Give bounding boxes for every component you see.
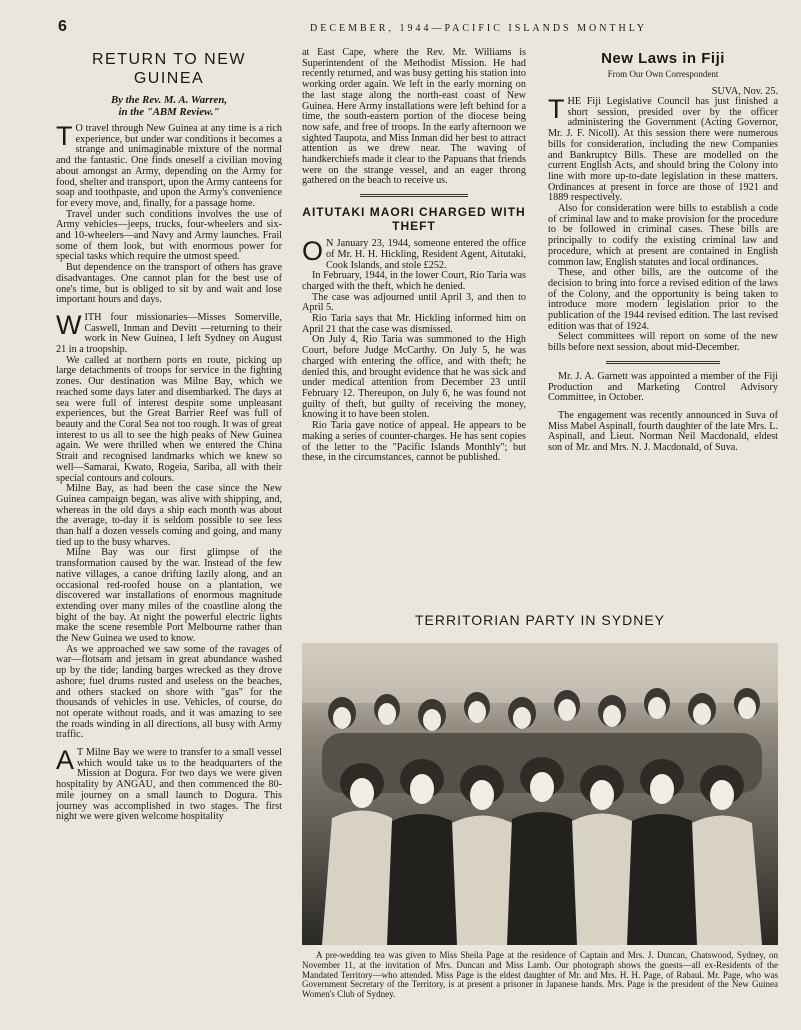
paragraph: Select committees will report on some of the new bills before next session, about mid-December. xyxy=(548,331,778,354)
paragraph: Mr. J. A. Garnett was appointed a member of the Fiji Production and Marketing Control Advisory Committee, in October. xyxy=(548,370,778,404)
paragraph: The engagement was recently announced in Suva of Miss Mabel Aspinall, fourth daughter of the late Mrs. L. Aspinall, and Lieut. Norman Neil Macdonald, eldest son of Mr. and Mrs. N. J. Macdonald, of Suva. xyxy=(548,409,778,454)
divider xyxy=(606,361,720,364)
article-title-aitutaki: AITUTAKI MAORI CHARGED WITH THEFT xyxy=(302,205,526,234)
paragraph: WITH four missionaries—Misses Somerville, Caswell, Inman and Devitt —returning to their work in New Guinea, I left Sydney on August 21 in a troopship. xyxy=(56,309,282,356)
correspondent-line: From Our Own Correspondent xyxy=(607,69,719,79)
paragraph: A T Milne Bay we were to transfer to a small vessel which would take us to the headquarters of the Mission at Dogura. For two days we were given hospitality by ANGAU, and then commenced the 80-mile journey on a small launch to Dogura. This journey was accomplished in two stages. The first night we were given welcome hospitality xyxy=(56,745,282,823)
paragraph: at East Cape, where the Rev. Mr. Williams is Superintendent of the Methodist Mission. He had recently returned, and was busy getting his station into working order again. We left in the early morning on the last stage along the north-east coast of New Guinea. Here Army installations were left behind for a time, the south-eastern portion of the diocese being now safe, and free of troops. In the early afternoon we sighted Taupota, and Miss Inman did her best to attract attention as we drew near. The waving of handkerchiefs made it clear to the Papuans that friends were on the strange vessel, and an eager throng gathered on the beach to receive us. xyxy=(302,48,526,187)
paragraph: T O travel through New Guinea at any time is a rich experience, but under war conditions it becomes a strange and unimaginable mixture of the normal and the fantastic. One finds oneself a civilian moving about amongst an Army, depending on the Army for food, shelter and transport, upon the Army canteens for soap and toothpaste, and upon the Army's convenience for every move, and, finally, for a passage home. xyxy=(56,121,282,209)
column-left xyxy=(56,48,282,1018)
running-head xyxy=(0,16,801,38)
paragraph: We called at northern ports en route, picking up large detachments of troops for service in the fighting zones. Our destination was Milne Bay, which we reached some days later and disembarked. The days at sea were full of interest despite some unpleasant experiences, but the Great Barrier Reef was full of beauty and the Coral Sea not too rough. It was of great interest to us all to see the high peaks of New Guinea again. We were thrilled when we entered the China Strait and recognised landmarks which we knew so well—Samarai, Kwato, Rogeia, Sariba, all with their special contours and colours. xyxy=(56,354,282,484)
group-photograph xyxy=(302,643,778,945)
paragraph: THE Fiji Legislative Council has just finished a short session, presided over by the officer administering the Government (Acting Governor, Mr. J. F. Nicoll). At this session there were numerous bills for consideration, including the new Companies and Bankruptcy Bills. These are modelled on the current English Acts, and should bring the Colony into line with more up-to-date legislation in these matters. Ordinances at present in force are those of 1921 and 1889 respectively. xyxy=(548,94,778,204)
drop-cap: O xyxy=(302,236,324,267)
paragraph: In February, 1944, in the lower Court, Rio Taria was charged with the theft, which he denied. xyxy=(302,270,526,292)
paragraph: But dependence on the transport of others has grave disadvantages. One cannot plan for the best use of one's time, but is obliged to sit by and wait and lose important hours and days. xyxy=(56,262,282,306)
paragraph: Milne Bay was our first glimpse of the transformation caused by the war. Instead of the few native villages, a canoe drifting lazily along, and an occasional red-roofed house on a plantation, we discovered war installations of enormous magnitude extending over many miles of the coastline along the bight of the bay. At night the powerful electric lights make the scene resemble Port Melbourne rather than the New Guinea we used to know. xyxy=(56,547,282,645)
byline-author: By the Rev. M. A. Warren, xyxy=(110,94,228,106)
column-middle xyxy=(302,48,526,608)
article-title-new-laws-in-fiji: New Laws in Fiji xyxy=(601,50,725,67)
paragraph: O N January 23, 1944, someone entered the office of Mr. H. H. Hickling, Resident Agent, Aitutaki, Cook Islands, and stole £252. xyxy=(302,236,526,271)
photo-caption: A pre-wedding tea was given to Miss Sheila Page at the residence of Captain and Mrs. J. Duncan, Chatswood, Sydney, on November 11, at the invitation of Mrs. Duncan and Miss Lamb. Our photograph shows the guests—all ex-Residents of the Mandated Territory—who attended. Miss Page is the eldest daughter of Mr. and Mrs. H. H. Page, of Rabaul. Mr. Page, who was Government Secretary of the Territory, is at present a prisoner in Japanese hands. Mrs. Page is the president of the New Guinea Women's Club of Sydney. xyxy=(302,950,778,1000)
paragraph: Travel under such conditions involves the use of Army vehicles—jeeps, trucks, four-wheelers and six- and 10-wheelers—and Navy and Army launches. Frail some of them look, but with enormous power for special tasks which require the utmost speed. xyxy=(56,208,282,263)
page-number: 6 xyxy=(58,18,67,35)
dateline: SUVA, Nov. 25. xyxy=(711,86,778,97)
paragraph: As we approached we saw some of the ravages of war—flotsam and jetsam in great abundance washed up by the tide; landing barges wrecked as they drove ashore; fuel drums rusted and useless on the beaches, and others stacked on shore with "gas" for the thousands of vehicles in use. Vehicles, of course, do not operate without roads, and it was amazing to see the roads winding in all directions, all busy with Army traffic. xyxy=(56,643,282,741)
column-right xyxy=(548,48,778,608)
photo-feature-title: TERRITORIAN PARTY IN SYDNEY xyxy=(414,612,665,628)
drop-cap: A xyxy=(56,745,75,776)
publication-line: DECEMBER, 1944—PACIFIC ISLANDS MONTHLY xyxy=(310,23,648,34)
paragraph: Also for consideration were bills to establish a code of criminal law and to make provision for the procedure to be followed in criminal cases. These bills are principally to codify the existing criminal law and procedure, which at present are contained in English common law, English statutes and local ordinances. xyxy=(548,203,778,268)
byline-source: in the "ABM Review." xyxy=(118,106,220,118)
paragraph: Milne Bay, as had been the case since the New Guinea campaign began, was alive with shipping, and, whereas in the old days a ship each month was about the average, to-day it is seldom possible to see less than half a dozen vessels coming and going, and many tied up to the busy wharves. xyxy=(56,483,282,548)
drop-cap: T xyxy=(56,121,73,151)
paragraph: Rio Taria says that Mr. Hickling informed him on April 21 that the case was dismissed. xyxy=(302,313,526,335)
paragraph: On July 4, Rio Taria was summoned to the High Court, before Judge McCarthy. On July 5, he was charged with entering the office, and with theft; he denied this, and brought evidence that he was sick and under medical attention from December 23 until February 12. Thereupon, on July 6, he was found not guilty of theft, but guilty of receiving the money, knowing it to have been stolen. xyxy=(302,334,526,421)
divider xyxy=(360,194,468,197)
paragraph: The case was adjourned until April 3, and then to April 5. xyxy=(302,291,526,314)
drop-cap: T xyxy=(548,94,565,124)
article-title-return-to-new-guinea: RETURN TO NEW GUINEA xyxy=(91,51,247,87)
paragraph: These, and other bills, are the outcome of the decision to bring into force a revised edition of the laws of the Colony, and the opportunity is being taken to introduce more modern legislation prior to the publication of the 1944 revised edition. The last revised edition was that of 1924. xyxy=(548,267,778,332)
drop-cap: W xyxy=(56,309,82,340)
paragraph: Rio Taria gave notice of appeal. He appears to be making a series of counter-charges. He has sent copies of the letter to the "Pacific Islands Monthly"; but these, in the circumstances, cannot be published. xyxy=(302,420,526,464)
